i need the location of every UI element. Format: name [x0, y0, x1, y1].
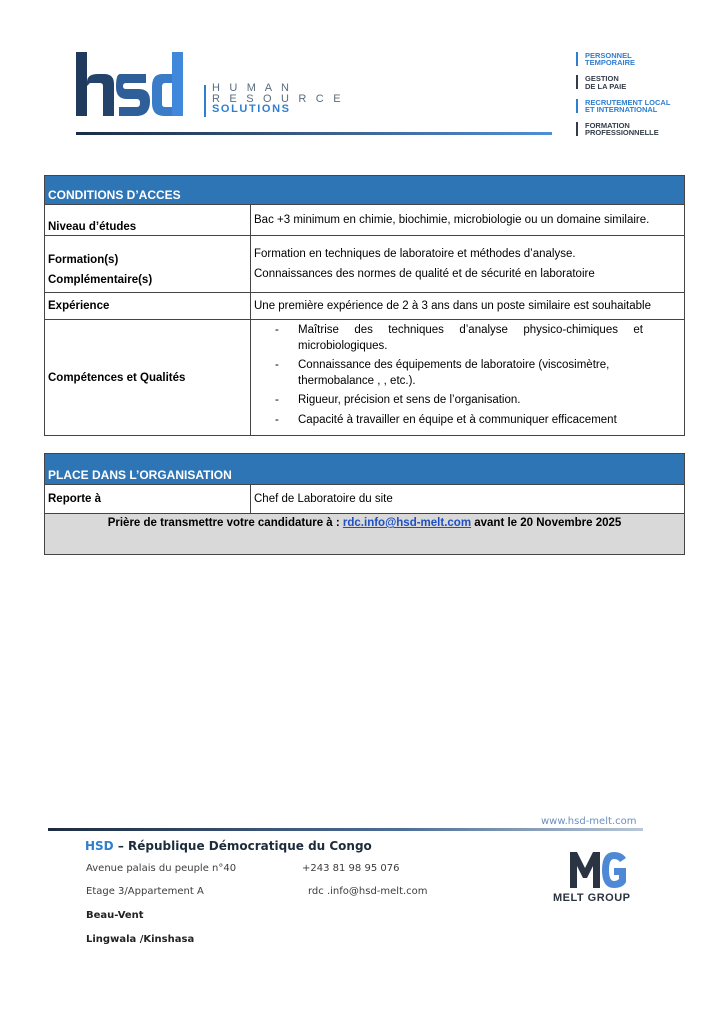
experience-value: Une première expérience de 2 à 3 ans dans un poste similaire est souhaitable: [251, 293, 685, 320]
service-line: DE LA PAIE: [585, 81, 627, 91]
service-item: [573, 52, 703, 66]
competences-label: Compétences et Qualités: [45, 320, 251, 436]
candidature-email-link[interactable]: rdc.info@hsd-melt.com: [342, 517, 472, 529]
footer-address-line: Etage 3/Appartement A: [86, 886, 204, 897]
footer-country: – République Démocratique du Congo: [113, 839, 372, 853]
brand-name: [212, 83, 344, 115]
brand-divider: [204, 85, 206, 117]
footer-title: [85, 839, 372, 853]
service-item: [573, 122, 703, 136]
service-line: TEMPORAIRE: [585, 58, 636, 68]
formation-label: [45, 236, 251, 293]
footer-address-line: Lingwala /Kinshasa: [86, 934, 195, 945]
service-line: FORMATION: [585, 121, 630, 131]
melt-group-name: MELT GROUP: [553, 892, 631, 904]
formation-label-line: Complémentaire(s): [48, 274, 153, 286]
formation-values: [251, 236, 685, 293]
hsd-logo-mark: [76, 52, 186, 120]
footer-address-line: Beau-Vent: [86, 910, 144, 921]
candidature-note: [45, 514, 685, 555]
footer-phone: +243 81 98 95 076: [302, 863, 400, 874]
conditions-title: CONDITIONS D’ACCES: [45, 176, 685, 205]
conditions-table: [44, 175, 685, 436]
melt-group-logo-icon: [568, 848, 630, 890]
candidature-suffix: avant le 20 Novembre 2025: [471, 517, 622, 529]
reporte-label: Reporte à: [45, 485, 251, 514]
footer-address-line: Avenue palais du peuple n°40: [86, 863, 237, 874]
service-line: PROFESSIONNELLE: [585, 128, 659, 138]
competence-item: - Capacité à travailler en équipe et à communiquer efficacement: [254, 413, 681, 429]
footer-website[interactable]: www.hsd-melt.com: [541, 816, 637, 827]
experience-label: Expérience: [45, 293, 251, 320]
service-line: GESTION: [585, 74, 619, 84]
competence-item: - Connaissance des équipements de laboratoire (viscosimètre, thermobalance , , etc.).: [254, 358, 681, 389]
service-line: ET INTERNATIONAL: [585, 105, 658, 115]
footer-divider: [48, 828, 643, 831]
formation-value: Connaissances des normes de qualité et de sécurité en laboratoire: [254, 268, 595, 280]
competence-item: - Rigueur, précision et sens de l’organisation.: [254, 393, 681, 409]
competences-values: [251, 320, 685, 436]
candidature-prefix: Prière de transmettre votre candidature à :: [107, 517, 343, 529]
footer-company: HSD: [85, 839, 114, 853]
competence-item: - Maîtrise des techniques d’analyse physico-chimiques et microbiologiques.: [254, 323, 681, 354]
brand-word-human: H U M A N: [212, 82, 293, 94]
reporte-value: Chef de Laboratoire du site: [251, 485, 685, 514]
services-list: [573, 52, 703, 146]
brand-word-solutions: SOLUTIONS: [212, 103, 291, 115]
competences-list: [254, 323, 681, 428]
formation-label-line: Formation(s): [48, 254, 119, 266]
service-item: [573, 99, 703, 113]
brand-word-resource: R E S O U R C E: [212, 92, 344, 105]
footer-email[interactable]: rdc .info@hsd-melt.com: [308, 886, 428, 897]
service-item: [573, 75, 703, 89]
header-divider: [76, 132, 552, 135]
place-table: [44, 453, 685, 555]
service-line: PERSONNEL: [585, 51, 632, 60]
service-line: RECRUTEMENT LOCAL: [585, 97, 671, 107]
place-title: PLACE DANS L’ORGANISATION: [45, 454, 685, 485]
niveau-label: Niveau d’études: [45, 205, 251, 236]
niveau-value: Bac +3 minimum en chimie, biochimie, microbiologie ou un domaine similaire.: [251, 205, 685, 236]
formation-value: Formation en techniques de laboratoire et méthodes d’analyse.: [254, 248, 576, 260]
